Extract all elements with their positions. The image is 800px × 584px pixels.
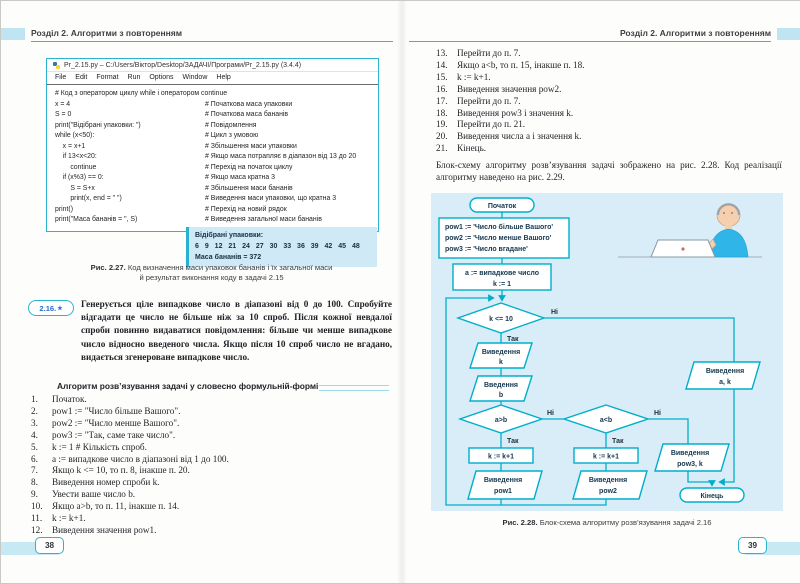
code-line: if (x%3) == 0: # Якщо маса кратна 3	[55, 174, 275, 181]
menu-item-format[interactable]: Format	[96, 74, 119, 81]
algorithm-step: 8. Виведення номер спроби k.	[31, 477, 160, 488]
menu-item-edit[interactable]: Edit	[75, 74, 88, 81]
menu-item-window[interactable]: Window	[182, 74, 208, 81]
svg-text:k := k+1: k := k+1	[592, 453, 620, 461]
star-icon: ★	[57, 305, 63, 312]
svg-text:a>b: a>b	[494, 416, 508, 424]
svg-text:Виведення: Виведення	[481, 348, 521, 356]
label-yes-1: Так	[507, 335, 519, 343]
figure-caption-2-28: Рис. 2.28. Блок-схема алгоритму розв’язування задачі 2.16	[502, 518, 712, 527]
code-line: S = S+x # Збільшення маси бананів	[55, 184, 293, 192]
svg-text:Виведення: Виведення	[588, 476, 628, 484]
flowchart-panel	[431, 193, 783, 511]
menu-item-help[interactable]: Help	[216, 74, 231, 81]
algorithm-step: 7. Якщо k <= 10, то п. 8, інакше п. 20.	[31, 465, 190, 476]
figure-label: Рис. 2.27.	[90, 263, 126, 272]
algorithm-step: 21. Кінець.	[436, 143, 487, 154]
svg-text:pow2 := 'Число менше Вашого': pow2 := 'Число менше Вашого'	[445, 234, 552, 242]
algorithm-step: 15. k := k+1.	[436, 71, 491, 82]
svg-text:Виведення: Виведення	[705, 367, 745, 375]
svg-text:k := 1: k := 1	[492, 280, 512, 288]
algorithm-step: 9. Увести ваше число b.	[31, 489, 136, 500]
label-no-3: Ні	[654, 409, 661, 417]
header-decor-strip-right	[777, 28, 800, 40]
svg-text:k <= 10: k <= 10	[489, 315, 513, 323]
svg-text:Кінець: Кінець	[700, 492, 724, 500]
svg-text:b: b	[498, 391, 504, 399]
svg-text:pow3, k: pow3, k	[677, 460, 703, 468]
figure-label: Рис. 2.28.	[502, 518, 538, 527]
code-editor-window	[46, 58, 379, 232]
algorithm-step: 5. k := 1 # Кількість спроб.	[31, 441, 147, 452]
svg-text:pow2: pow2	[599, 487, 617, 495]
menu-item-run[interactable]: Run	[127, 74, 141, 81]
task-number-badge: 2.16. ★	[28, 300, 74, 316]
svg-text:Виведення: Виведення	[483, 476, 523, 484]
svg-text:pow1: pow1	[494, 487, 512, 495]
flowchart-reference-paragraph: Блок-схему алгоритму розв’язування задачі зображено на рис. 2.28. Код реалізації алгоритму наведено на рис. 2.29.	[436, 160, 782, 182]
code-line: # Код з оператором циклу while і оператором continue	[55, 90, 228, 97]
svg-text:Початок: Початок	[487, 202, 517, 210]
figure-caption-2-27: Рис. 2.27. Код визначення маси упаковок бананів і їх загальної маси й результат виконання коду в задачі 2.15	[90, 263, 333, 282]
algorithm-step: 10. Якщо a>b, то п. 11, інакше п. 14.	[31, 501, 180, 512]
code-line: continue # Перехід на початок циклу	[55, 163, 293, 171]
label-no-2: Ні	[547, 409, 554, 417]
svg-text:pow3 := 'Число вгадане': pow3 := 'Число вгадане'	[445, 245, 528, 253]
algorithm-steps-13-21	[436, 48, 782, 155]
code-line: print("Відібрані упаковки: ") # Повідомлення	[55, 121, 257, 129]
header-decor-strip-left	[1, 28, 25, 40]
svg-text:a := випадкове число: a := випадкове число	[465, 269, 539, 277]
header-rule-right	[409, 41, 771, 42]
svg-text:Виведення: Виведення	[670, 449, 710, 457]
svg-text:a<b: a<b	[599, 416, 613, 424]
algorithm-heading: Алгоритм розв’язування задачі у словесно формульній-формі	[57, 381, 319, 391]
menu-item-options[interactable]: Options	[149, 74, 174, 81]
code-line: print() # Перехід на новий рядок	[55, 205, 287, 213]
code-line: x = x+1 # Збільшення маси упаковки	[55, 142, 297, 150]
algorithm-step: 14. Якщо a<b, то п. 15, інакше п. 18.	[436, 59, 585, 70]
output-line: Відібрані упаковки:	[195, 232, 264, 239]
page-number-left: 38	[35, 537, 64, 554]
label-yes-2: Так	[507, 437, 519, 445]
window-title: Pr_2.15.py – C:/Users/Віктор/Desktop/ЗАДАЧІ/Програми/Pr_2.15.py (3.4.4)	[64, 62, 302, 69]
algorithm-step: 20. Виведення числа а і значення k.	[436, 131, 582, 142]
header-rule-left	[31, 41, 393, 42]
running-header-right: Розділ 2. Алгоритми з повторенням	[619, 28, 771, 38]
task-statement: Генерується ціле випадкове число в діапазоні від 0 до 100. Спробуйте відгадати це число не більше ніж за 10 спроб. Після кожної невдалої спроби повинно видаватися повідомлення: більше чи менше випадкове число відносно введеного числа. Якщо після 10 спроб число не вгадано, видається згенероване випадкове число.	[81, 299, 392, 362]
svg-text:k := k+1: k := k+1	[487, 453, 515, 461]
algorithm-step: 17. Перейти до п. 7.	[436, 95, 521, 106]
label-yes-3: Так	[612, 437, 624, 445]
code-area[interactable]	[47, 85, 378, 231]
running-header-left: Розділ 2. Алгоритми з повторенням	[31, 28, 183, 38]
algorithm-step: 12. Виведення значення pow1.	[31, 524, 157, 535]
svg-text:k: k	[499, 358, 503, 366]
algorithm-step: 13. Перейти до п. 7.	[436, 48, 521, 58]
algorithm-step: 16. Виведення значення pow2.	[436, 83, 562, 94]
person-at-laptop-illustration	[618, 204, 762, 258]
code-line: print("Маса бананів = ", S) # Виведення загальної маси бананів	[55, 216, 322, 223]
code-line: S = 0 # Початкова маса бананів	[55, 111, 289, 118]
output-line: Маса бананів = 372	[195, 254, 262, 261]
algorithm-step: 3. pow2 := "Число менше Вашого".	[31, 417, 180, 428]
window-title-bar[interactable]	[47, 59, 378, 72]
svg-text:pow1 := 'Число більше Вашого': pow1 := 'Число більше Вашого'	[445, 223, 554, 231]
code-line: x = 4 # Початкова маса упаковки	[55, 100, 293, 108]
book-spine-shadow	[397, 1, 407, 583]
algorithm-step: 6. a := випадкове число в діапазоні від 1 до 100.	[31, 453, 229, 464]
code-line: if 13<x<20: # Якщо маса потрапляє в діапазон від 13 до 20	[55, 153, 357, 160]
svg-text:Введення: Введення	[483, 381, 519, 389]
svg-text:a, k: a, k	[719, 378, 731, 386]
code-line: while (x<50): # Цикл з умовою	[55, 132, 259, 139]
algorithm-step: 11. k := k+1.	[31, 513, 86, 524]
menu-item-file[interactable]: File	[55, 74, 67, 81]
menu-bar	[47, 72, 378, 85]
label-no-1: Ні	[551, 308, 558, 316]
output-line: 6 9 12 21 24 27 30 33 36 39 42 45 48	[195, 243, 360, 250]
algorithm-step: 1. Початок.	[31, 394, 87, 404]
algorithm-step: 18. Виведення pow3 і значення k.	[436, 107, 574, 118]
algorithm-steps-1-12	[31, 394, 387, 537]
heading-decor-lines	[319, 385, 389, 391]
algorithm-step: 2. pow1 := "Число більше Вашого".	[31, 405, 181, 416]
code-line: print(x, end = " ") # Виведення маси упаковки, що кратна 3	[55, 195, 337, 202]
algorithm-step: 19. Перейти до п. 21.	[436, 119, 526, 130]
program-output-box	[186, 227, 377, 267]
flowchart-svg	[431, 193, 783, 511]
page-number-right: 39	[738, 537, 767, 554]
algorithm-step: 4. pow3 := "Так, саме таке число".	[31, 429, 176, 440]
python-file-icon	[53, 62, 60, 69]
